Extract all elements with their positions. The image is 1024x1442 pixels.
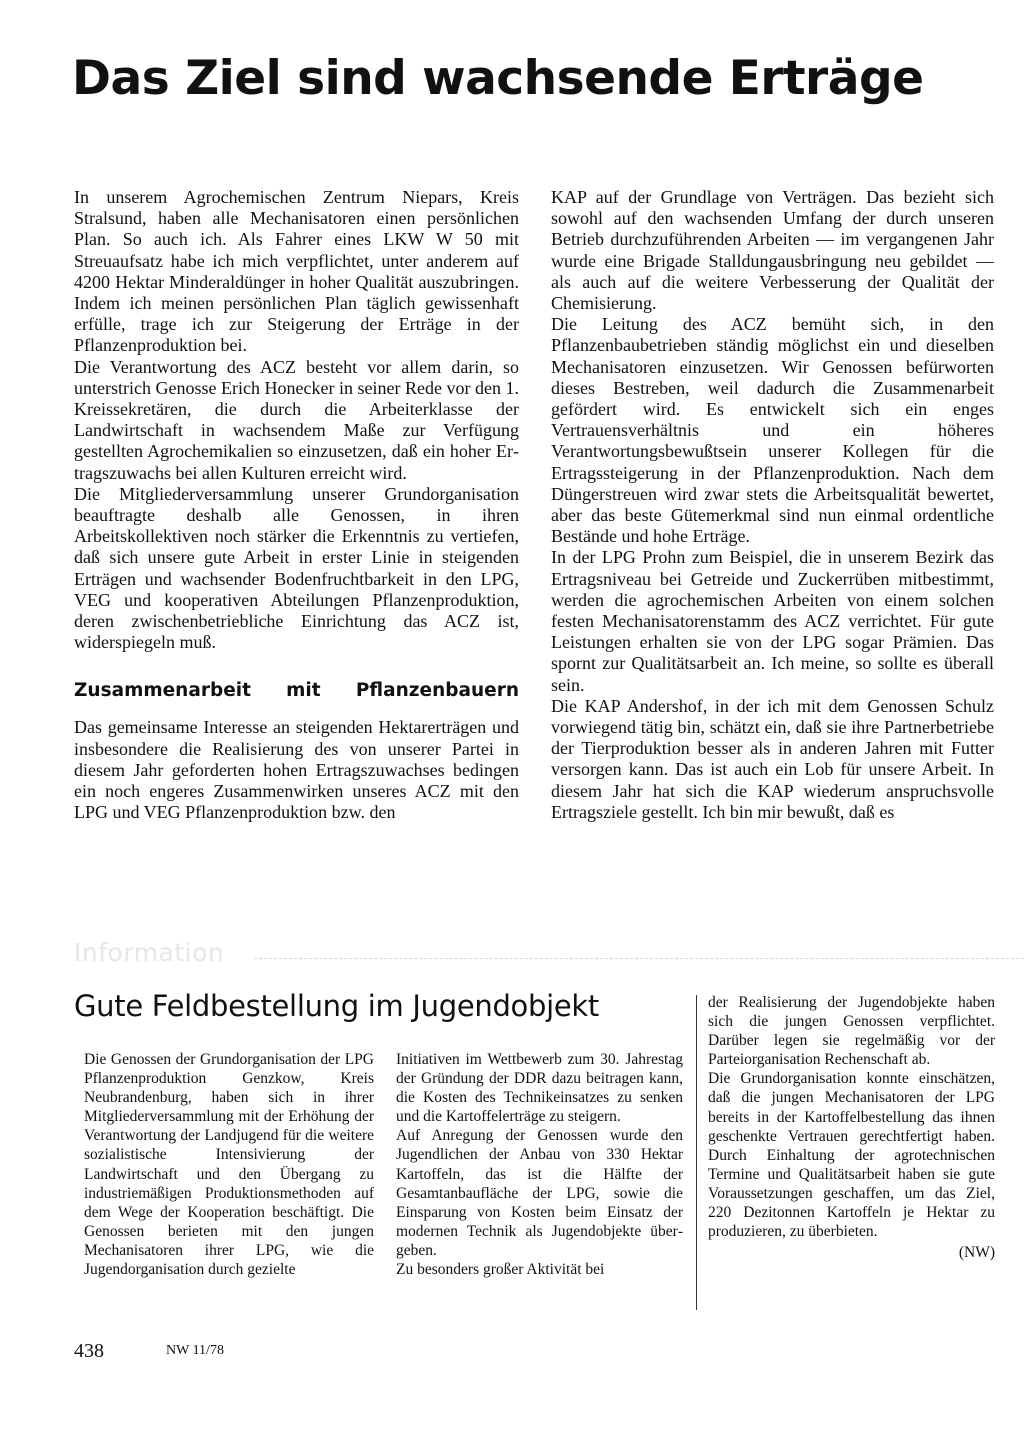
source-signoff: (NW) xyxy=(958,1244,995,1262)
paragraph: Initiativen im Wettbewerb zum 30. Jahrestag der Gründung der DDR dazu beitragen kann, die Kosten des Technikeinsatzes zu senken und die Kartoffelerträge zu steigern. xyxy=(396,1051,683,1126)
paragraph: Die Verantwortung des ACZ besteht vor allem darin, so unterstrich Genosse Erich Honecker in seiner Rede vor den 1. Kreissekretären, die durch die Arbeiterklasse der Landwirtschaft in wachsendem Maße zur Verfügung gestellten Agrochemikalien so einzusetzen, daß ein hoher Ertragszuwachs bei allen Kulturen erreicht wird. xyxy=(74,356,519,483)
paragraph: KAP auf der Grundlage von Verträgen. Das bezieht sich sowohl auf den wachsenden Umfang der durch unseren Betrieb durchzuführenden Arbeiten — im vergangenen Jahr wurde eine Brigade Stalldungausbringung neu gebildet — als auch auf die weitere Verbesserung der Qualität der Chemisierung. xyxy=(551,187,994,314)
paragraph: Das gemeinsame Interesse an steigenden Hektarerträgen und insbesondere die Realisierung des von unserer Partei in diesem Jahr geforderten hohen Ertragszuwachses bedingen ein noch engeres Zusammenwirken unseres ACZ mit den LPG und VEG Pflanzenproduktion bzw. den xyxy=(74,717,519,823)
column-divider xyxy=(696,995,697,1310)
divider xyxy=(254,958,1024,959)
paragraph: In der LPG Prohn zum Beispiel, die in unserem Bezirk das Ertragsniveau bei Getreide und Zuckerrüben mitbestimmt, werden die agrochemischen Arbeiten von einem solchen festen Mechanisatorenstamm des ACZ verrichtet. Für gute Leistungen erhalten sie von der LPG sogar Prämien. Das spornt zur Qualitätsarbeit an. Ich meine, so sollte es überall sein. xyxy=(551,547,994,695)
paragraph: Die Genossen der Grundorganisation der LPG Pflanzenproduktion Genzkow, Kreis Neubrandenburg, haben sich in ihrer Mitgliederversammlung mit der Erhöhung der Verantwortung der Landjugend für die weitere sozialistische Intensivierung der Landwirtschaft und den Übergang zu industriemäßigen Produktionsmethoden auf dem Wege der Kooperation beschäftigt. Die Genossen berieten mit den jungen Mechanisatoren ihrer LPG, wie die Jugendorganisation durch gezielte xyxy=(84,1051,374,1279)
paragraph: Auf Anregung der Genossen wurde den Jugendlichen der Anbau von 330 Hektar Kartoffeln, das ist die Hälfte der Gesamtanbaufläche der LPG, sowie die Einsparung von Kosten beim Einsatz der modernen Technik als Jugendobjekte übergeben. xyxy=(396,1127,683,1259)
information-label: Information xyxy=(74,938,225,967)
box-column-1 xyxy=(84,1050,374,1279)
paragraph: In unserem Agrochemischen Zentrum Niepars, Kreis Stralsund, haben alle Mechanisatoren einen persönlichen Plan. So auch ich. Als Fahrer eines LKW W 50 mit Streuaufsatz habe ich mich verpflichtet, unter anderem auf 4200 Hektar Minderaldünger in hoher Qualität auszubringen. Indem ich meinen persönlichen Plan täglich gewissenhaft erfülle, trage ich zur Steigerung der Erträge in der Pflanzenproduktion bei. xyxy=(74,187,519,356)
article-column-2 xyxy=(551,187,994,823)
issue-label: NW 11/78 xyxy=(166,1343,224,1358)
page-number: 438 xyxy=(74,1340,104,1362)
box-column-2 xyxy=(396,1050,683,1279)
article-title: Das Ziel sind wachsende Erträge xyxy=(72,51,924,106)
paragraph: Die Leitung des ACZ bemüht sich, in den Pflanzenbaubetrieben ständig möglichst ein und dieselben Mechanisatoren einzusetzen. Wir Genossen befürworten dieses Bestreben, weil dadurch die Zusammenarbeit gefördert wird. Es entwickelt sich ein enges Vertrauensverhältnis und ein höheres Verantwortungsbewußtsein unserer Kollegen für die Ertragssteigerung in der Pflanzenproduktion. Nach dem Düngerstreuen wird zwar stets die Arbeitsqualität bewertet, aber das beste Gütemerkmal sind nun einmal ordentliche Bestände und hohe Erträge. xyxy=(551,314,994,547)
paragraph: der Realisierung der Jugendobjekte haben sich die jungen Genossen verpflichtet. Darüber legen sie regelmäßig vor der Parteiorganisation Rechenschaft ab. xyxy=(708,994,995,1069)
paragraph: Die Grundorganisation konnte einschätzen, daß die jungen Mechanisatoren der LPG bereits in der Kartoffelbestellung das ihnen geschenkte Vertrauen gerechtfertigt haben. Durch Einhaltung der agrotechnischen Termine und Qualitätsarbeit haben sie gute Voraussetzungen geschaffen, um das Ziel, 220 Dezitonnen Kartoffeln je Hektar zu produzieren, zu überbieten. xyxy=(708,1070,995,1241)
section-subheading: Zusammenarbeit mit Pflanzenbauern xyxy=(74,680,519,702)
box-column-3 xyxy=(708,993,995,1262)
paragraph: Die Mitgliederversammlung unserer Grundorganisation beauftragte deshalb alle Genossen, in ihren Arbeitskollektiven noch stärker die Erkenntnis zu vertiefen, daß sich unsere gute Arbeit in erster Linie in steigenden Erträgen und wachsender Bodenfruchtbarkeit in den LPG, VEG und kooperativen Abteilungen Pflanzenproduktion, deren zwischenbetriebliche Einrichtung das ACZ ist, widerspiegeln muß. xyxy=(74,483,519,653)
paragraph: Zu besonders großer Aktivität bei xyxy=(396,1261,605,1279)
information-banner xyxy=(74,936,1024,966)
paragraph: Die KAP Andershof, in der ich mit dem Genossen Schulz vorwiegend tätig bin, schätzt ein, daß sie ihre Partnerbetriebe der Tierproduktion besser als in anderen Jahren mit Futter versorgen kann. Das ist auch ein Lob für unsere Arbeit. In diesem Jahr hat sich die KAP wiederum anspruchsvolle Ertragsziele gestellt. Ich bin mir bewußt, daß es xyxy=(551,695,994,822)
article-column-1 xyxy=(74,187,519,823)
box-title: Gute Feldbestellung im Jugendobjekt xyxy=(74,989,599,1023)
